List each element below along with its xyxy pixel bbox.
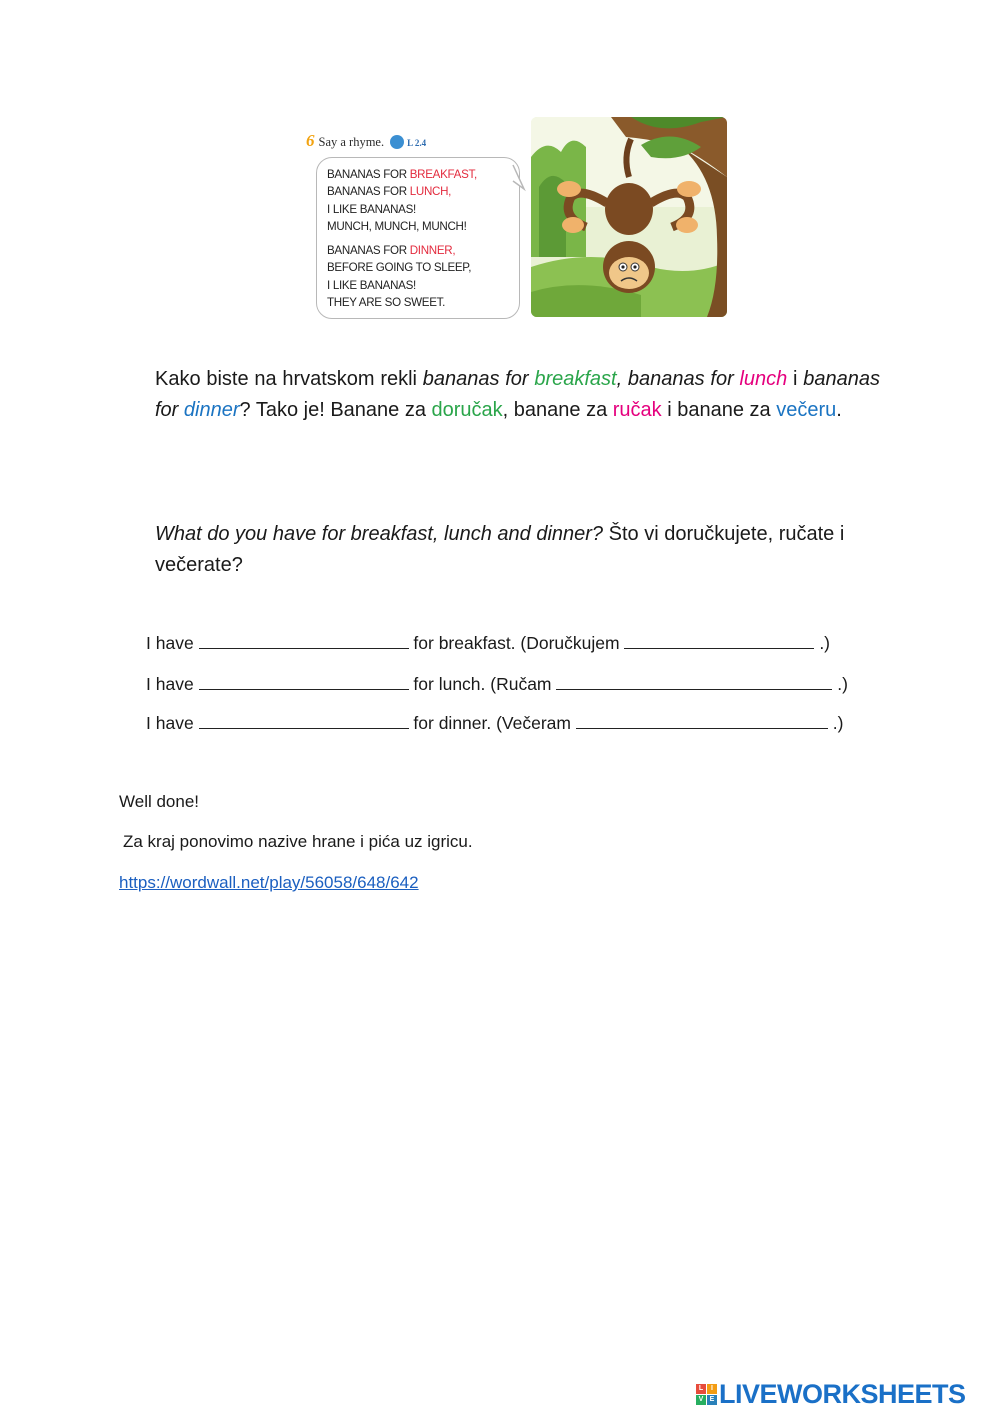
dinner-croatian-blank[interactable] (576, 712, 828, 729)
question-paragraph (155, 519, 880, 581)
dinner-row: I have for dinner. (Večeram .) (146, 713, 844, 733)
breakfast-croatian-blank[interactable] (624, 632, 814, 649)
closing-text: Za kraj ponovimo nazive hrane i pića uz igricu. (123, 832, 473, 851)
rhyme-line: BANANAS FOR DINNER, (327, 244, 456, 258)
exercise-number: 6 (306, 131, 315, 150)
rhyme-line: BANANAS FOR BREAKFAST, (327, 168, 477, 181)
question-croatian: Što vi doručkujete, ručate i večerate? (155, 523, 845, 576)
lunch-english-blank[interactable] (199, 673, 409, 690)
rhyme-heading (306, 131, 426, 151)
headphones-icon (390, 135, 404, 149)
exercise-heading: Say a rhyme. (318, 135, 385, 149)
bubble-tail (512, 163, 526, 193)
logo-wordmark: LIVEWORKSHEETS (719, 1378, 966, 1409)
rhyme-line: BANANAS FOR LUNCH, (327, 185, 452, 199)
lunch-row: I have for lunch. (Ručam .) (146, 674, 848, 694)
breakfast-english-blank[interactable] (199, 632, 409, 649)
rhyme-line: THEY ARE SO SWEET. (327, 296, 446, 310)
rhyme-line: BEFORE GOING TO SLEEP, (327, 261, 472, 275)
well-done-text: Well done! (119, 792, 200, 811)
liveworksheets-logo (696, 1378, 966, 1410)
breakfast-row: I have for breakfast. (Doručkujem .) (146, 633, 831, 653)
rhyme-line: I LIKE BANANAS! (327, 202, 416, 216)
question-english: What do you have for breakfast, lunch and dinner? (155, 523, 604, 545)
speech-bubble (316, 157, 520, 319)
translation-paragraph: Kako biste na hrvatskom rekli bananas for breakfast, bananas for lunch i bananas for dinner? Tako je! Banane za doručak, banane za ručak i banane za večeru. (155, 368, 880, 421)
rhyme-line: MUNCH, MUNCH, MUNCH! (327, 219, 467, 233)
monkey-illustration (531, 117, 727, 317)
rhyme-textbook-image (304, 117, 728, 323)
track-code: L 2.4 (407, 138, 427, 148)
rhyme-line: I LIKE BANANAS! (327, 278, 416, 292)
logo-mark: L I V E (696, 1384, 717, 1405)
wordwall-link[interactable]: https://wordwall.net/play/56058/648/642 (119, 873, 419, 892)
dinner-english-blank[interactable] (199, 712, 409, 729)
lunch-croatian-blank[interactable] (556, 673, 832, 690)
